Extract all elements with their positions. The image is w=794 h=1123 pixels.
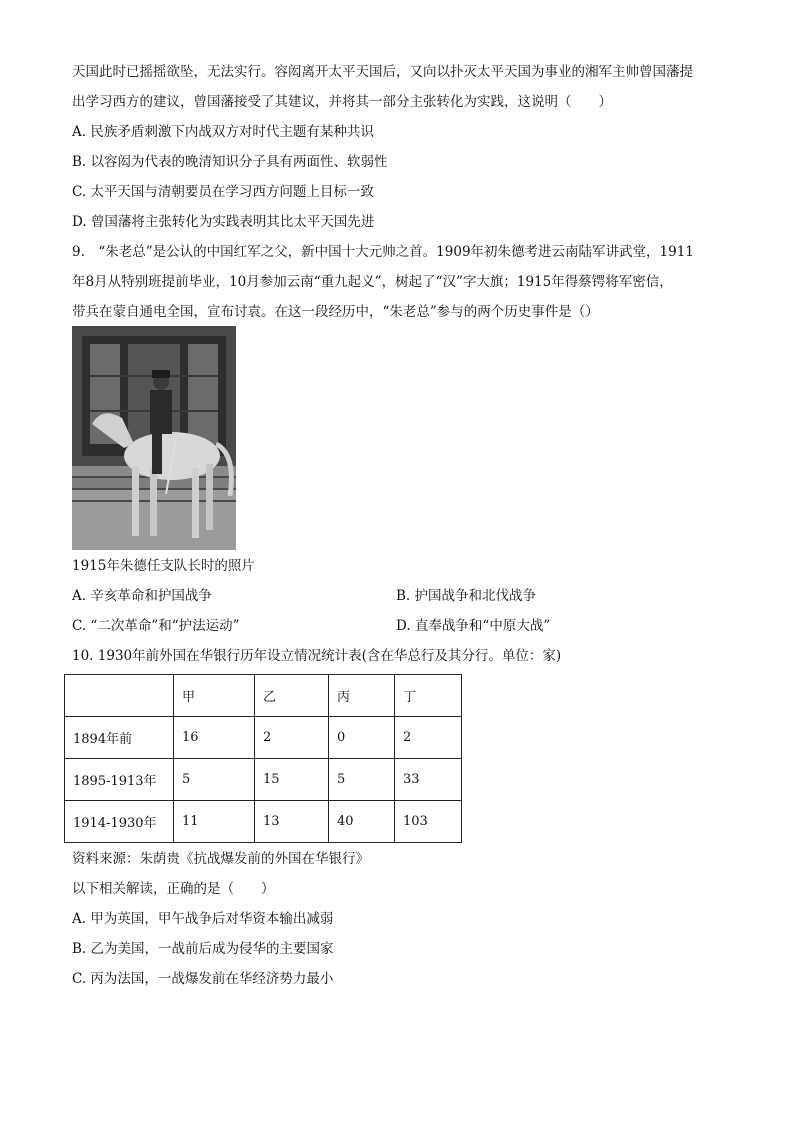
table-cell: 1914-1930年 <box>65 801 174 843</box>
table-cell: 5 <box>329 759 395 801</box>
table-cell: 2 <box>255 717 329 759</box>
table-cell: 40 <box>329 801 395 843</box>
table-cell: 0 <box>329 717 395 759</box>
exam-page <box>72 62 724 999</box>
table-cell: 13 <box>255 801 329 843</box>
photo-caption: 1915年朱德任支队长时的照片 <box>72 558 255 574</box>
q9-options-row-1 <box>72 586 724 616</box>
foreign-banks-table <box>64 674 462 843</box>
table-cell: 1894年前 <box>65 717 174 759</box>
table-cell: 16 <box>174 717 255 759</box>
q9-option-b: B. 护国战争和北伐战争 <box>396 588 537 604</box>
q9-option-a: A. 辛亥革命和护国战争 <box>72 588 212 604</box>
q9-stem-line-2: 年8月从特别班提前毕业，10月参加云南“重九起义”，树起了“汉”字大旗；1915年得蔡锷将军密信， <box>72 274 673 290</box>
q9-stem-line-3: 带兵在蒙自通电全国，宣布讨袁。在这一段经历中，“朱老总”参与的两个历史事件是（） <box>72 304 599 320</box>
q8-option-b: B. 以容闳为代表的晚清知识分子具有两面性、软弱性 <box>72 154 388 170</box>
table-header-cell: 丁 <box>395 675 462 717</box>
table-header-cell: 丙 <box>329 675 395 717</box>
zhu-de-horse-photo <box>72 326 236 550</box>
q9-stem-line-1: 9. “朱老总”是公认的中国红军之父，新中国十大元帅之首。1909年初朱德考进云南陆军讲武堂，1911 <box>72 244 694 260</box>
table-row <box>65 759 462 801</box>
q8-option-a: A. 民族矛盾刺激下内战双方对时代主题有某种共识 <box>72 124 374 140</box>
table-row <box>65 801 462 843</box>
table-header-row <box>65 675 462 717</box>
table-cell: 15 <box>255 759 329 801</box>
table-row <box>65 717 462 759</box>
q10-option-b: B. 乙为美国，一战前后成为侵华的主要国家 <box>72 941 334 957</box>
q10-option-a: A. 甲为英国，甲午战争后对华资本输出减弱 <box>72 911 334 927</box>
q9-option-c: C. “二次革命”和“护法运动” <box>72 618 240 634</box>
table-source: 资料来源：朱荫贵《抗战爆发前的外国在华银行》 <box>72 851 369 867</box>
table-cell: 5 <box>174 759 255 801</box>
q9-options-row-2 <box>72 616 724 646</box>
q10-prompt: 以下相关解读，正确的是（ ） <box>72 881 275 897</box>
q8-option-d: D. 曾国藩将主张转化为实践表明其比太平天国先进 <box>72 214 375 230</box>
q9-option-d: D. 直奉战争和“中原大战” <box>396 618 551 634</box>
table-cell: 1895-1913年 <box>65 759 174 801</box>
table-header-cell: 甲 <box>174 675 255 717</box>
table-header-cell <box>65 675 174 717</box>
q8-stem-line-2: 出学习西方的建议，曾国藩接受了其建议，并将其一部分主张转化为实践，这说明（ ） <box>72 94 612 110</box>
table-header-cell: 乙 <box>255 675 329 717</box>
table-cell: 11 <box>174 801 255 843</box>
photo-illustration <box>72 326 236 550</box>
q10-stem: 10. 1930年前外国在华银行历年设立情况统计表(含在华总行及其分行。单位：家) <box>72 648 562 664</box>
table-cell: 2 <box>395 717 462 759</box>
table-cell: 33 <box>395 759 462 801</box>
q8-stem-line-1: 天国此时已摇摇欲坠，无法实行。容闳离开太平天国后，又向以扑灭太平天国为事业的湘军主帅曾国藩提 <box>72 64 693 80</box>
q8-option-c: C. 太平天国与清朝要员在学习西方问题上目标一致 <box>72 184 374 200</box>
table-cell: 103 <box>395 801 462 843</box>
q10-option-c: C. 丙为法国，一战爆发前在华经济势力最小 <box>72 971 334 987</box>
